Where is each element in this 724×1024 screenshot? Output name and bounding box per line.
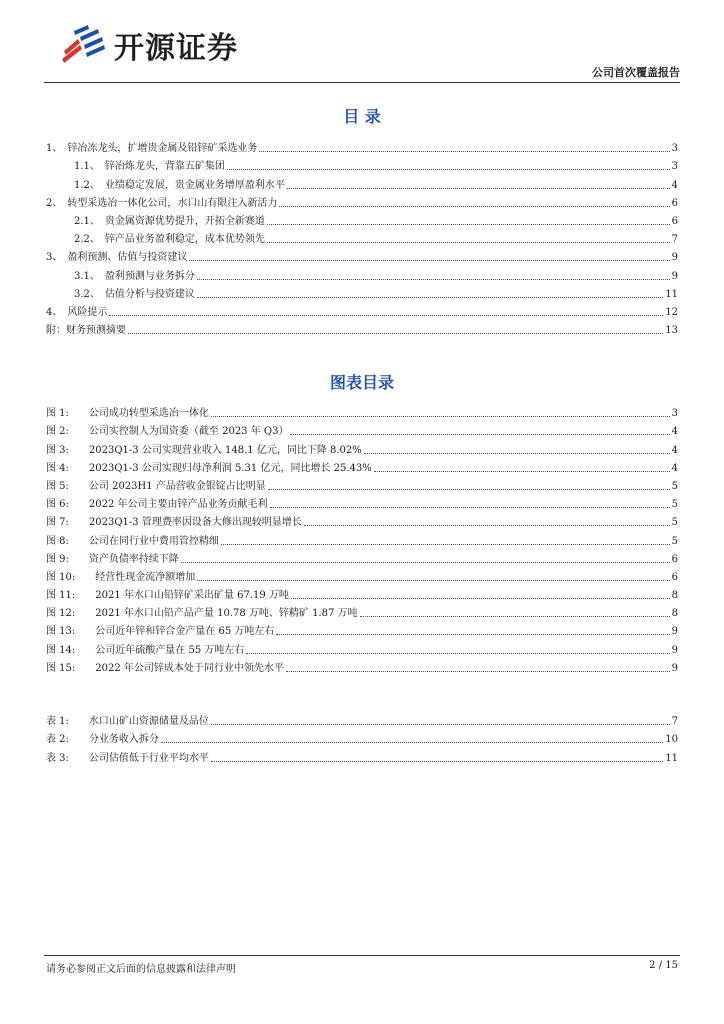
table-entry[interactable] [46, 710, 678, 728]
figure-entry-label: 图 7: 2023Q1-3 管理费率因设备大修出现较明显增长 [46, 517, 302, 529]
toc-entry-label: 2、 转型采选冶一体化公司，水口山有限注入新活力 [46, 197, 278, 209]
figure-entry-page: 5 [671, 535, 678, 547]
toc-entry[interactable] [46, 210, 678, 228]
figure-entry[interactable] [46, 548, 678, 566]
table-entry-page: 10 [665, 734, 678, 746]
toc-entry[interactable] [46, 192, 678, 210]
dot-leader [279, 206, 669, 207]
dot-leader [109, 315, 663, 316]
figure-entry-page: 3 [671, 408, 678, 420]
toc-entry-label: 3、 盈利预测、估值与投资建议 [46, 252, 188, 264]
toc-title: 目 录 [343, 107, 381, 126]
figure-entry-page: 9 [671, 626, 678, 638]
dot-leader [181, 562, 670, 563]
figure-entry[interactable] [46, 657, 678, 675]
table-entry[interactable] [46, 746, 678, 764]
figure-entry-label: 图 10: 经营性现金流净额增加 [46, 571, 196, 583]
toc-entry-label: 1、 锌冶冻龙头，扩增贵金属及铅锌矿采选业务 [46, 143, 258, 155]
toc-entry[interactable] [46, 228, 678, 246]
toc-entry-label: 2.1、 贵金属资源优势提升，开拓全新赛道 [74, 215, 265, 227]
figure-entry-page: 5 [671, 499, 678, 511]
table-entry-label: 表 3: 公司估值低于行业平均水平 [46, 752, 209, 764]
company-logo [58, 22, 238, 68]
toc-entry[interactable] [46, 173, 678, 191]
toc-entry-label: 3.2、 估值分析与投资建议 [74, 288, 195, 300]
dot-leader [364, 453, 670, 454]
figure-entry[interactable] [46, 402, 678, 420]
figure-entry[interactable] [46, 566, 678, 584]
figure-entry[interactable] [46, 438, 678, 456]
figure-entry-page: 6 [671, 553, 678, 565]
table-list [46, 710, 678, 765]
figure-entry-page: 8 [671, 590, 678, 602]
toc-entry[interactable] [46, 246, 678, 264]
figure-entry[interactable] [46, 420, 678, 438]
toc-entry-page: 9 [671, 270, 678, 282]
figure-entry-label: 图 5: 公司 2023H1 产品营收金银锭占比明显 [46, 480, 266, 492]
table-entry-page: 7 [671, 716, 678, 728]
dot-leader [270, 507, 670, 508]
figure-entry-page: 5 [671, 480, 678, 492]
figure-entry[interactable] [46, 511, 678, 529]
toc-entry-label: 1.1、 锌冶炼龙头，背靠五矿集团 [74, 161, 225, 173]
toc-entry-page: 12 [665, 306, 678, 318]
figure-entry-page: 5 [671, 517, 678, 529]
figure-entry-page: 4 [671, 462, 678, 474]
header-divider [44, 82, 680, 83]
dot-leader [227, 169, 670, 170]
footer-disclaimer: 请务必参阅正文后面的信息披露和法律声明 [46, 964, 236, 975]
figure-entry-label: 图 15: 2022 年公司锌成本处于同行业中领先水平 [46, 662, 284, 674]
figure-entry[interactable] [46, 584, 678, 602]
dot-leader [291, 598, 670, 599]
toc-entry-page: 6 [671, 197, 678, 209]
footer-divider [44, 955, 680, 956]
dot-leader [267, 242, 670, 243]
dot-leader [287, 188, 670, 189]
figure-entry[interactable] [46, 493, 678, 511]
figure-entry-label: 图 9: 资产负债率持续下降 [46, 553, 179, 565]
dot-leader [267, 224, 670, 225]
toc-entry[interactable] [46, 301, 678, 319]
toc-entry-page: 3 [671, 161, 678, 173]
figure-entry-page: 4 [671, 426, 678, 438]
toc-entry[interactable] [46, 283, 678, 301]
dot-leader [259, 151, 669, 152]
figure-entry-label: 图 14: 公司近年硫酸产量在 55 万吨左右 [46, 644, 245, 656]
dot-leader [286, 671, 670, 672]
dot-leader [128, 333, 663, 334]
toc-entry-page: 9 [671, 252, 678, 264]
figure-entry[interactable] [46, 457, 678, 475]
toc-entry-label: 2.2、 锌产品业务盈利稳定，成本优势领先 [74, 234, 265, 246]
toc-entry-page: 13 [665, 325, 678, 337]
figure-entry-page: 4 [671, 444, 678, 456]
dot-leader [197, 297, 663, 298]
toc-entry[interactable] [46, 319, 678, 337]
dot-leader [211, 416, 670, 417]
dot-leader [189, 260, 669, 261]
report-type: 公司首次覆盖报告 [592, 66, 680, 79]
toc-list [46, 137, 678, 337]
toc-entry-page: 6 [671, 215, 678, 227]
figure-entry-label: 图 6: 2022 年公司主要由锌产品业务贡献毛利 [46, 499, 268, 511]
toc-entry-label: 3.1、 盈利预测与业务拆分 [74, 270, 195, 282]
dot-leader [268, 489, 670, 490]
dot-leader [276, 634, 669, 635]
figure-entry-label: 图 13: 公司近年锌和锌合金产量在 65 万吨左右 [46, 626, 275, 638]
toc-entry-page: 7 [671, 234, 678, 246]
figure-entry[interactable] [46, 475, 678, 493]
toc-entry-page: 11 [665, 288, 678, 300]
figure-entry[interactable] [46, 620, 678, 638]
table-entry[interactable] [46, 728, 678, 746]
toc-entry[interactable] [46, 137, 678, 155]
figure-entry-label: 图 4: 2023Q1-3 公司实现归母净利润 5.31 亿元，同比增长 25.43% [46, 462, 372, 474]
dot-leader [221, 544, 670, 545]
dot-leader [304, 525, 670, 526]
figure-entry-label: 图 12: 2021 年水口山铅产品产量 10.78 万吨、锌精矿 1.87 万吨 [46, 608, 358, 620]
figure-entry-label: 图 1: 公司成功转型采选冶一体化 [46, 408, 209, 420]
dot-leader [197, 279, 670, 280]
figure-entry[interactable] [46, 602, 678, 620]
logo-mark-icon [58, 23, 108, 67]
figure-entry-label: 图 3: 2023Q1-3 公司实现营业收入 148.1 亿元，同比下降 8.02% [46, 444, 362, 456]
dot-leader [246, 653, 669, 654]
figure-entry-label: 图 11: 2021 年水口山铅锌矿采出矿量 67.19 万吨 [46, 590, 289, 602]
toc-entry[interactable] [46, 264, 678, 282]
dot-leader [197, 580, 669, 581]
figure-entry-label: 图 8: 公司在同行业中费用管控精细 [46, 535, 219, 547]
logo-text: 开源证券 [114, 31, 238, 66]
table-entry-label: 表 2: 分业务收入拆分 [46, 734, 159, 746]
table-entry-page: 11 [665, 752, 678, 764]
toc-entry-label: 4、 风险提示 [46, 306, 108, 318]
figure-list [46, 402, 678, 675]
figure-entry-page: 6 [671, 571, 678, 583]
dot-leader [290, 434, 669, 435]
figure-entry-page: 9 [671, 644, 678, 656]
table-entry-label: 表 1: 水口山矿山资源储量及品位 [46, 716, 209, 728]
figures-title: 图表目录 [329, 373, 394, 392]
figure-entry[interactable] [46, 638, 678, 656]
toc-entry-page: 3 [671, 143, 678, 155]
dot-leader [360, 616, 670, 617]
toc-entry-page: 4 [671, 179, 678, 191]
toc-entry-label: 附：财务预测摘要 [46, 325, 126, 337]
page-number: 2 / 15 [649, 960, 678, 971]
figure-entry-label: 图 2: 公司实控制人为国资委（截至 2023 年 Q3） [46, 426, 289, 438]
figure-entry-page: 9 [671, 662, 678, 674]
figure-entry-page: 8 [671, 608, 678, 620]
figure-entry[interactable] [46, 529, 678, 547]
toc-entry[interactable] [46, 155, 678, 173]
dot-leader [374, 471, 670, 472]
dot-leader [211, 724, 670, 725]
toc-entry-label: 1.2、 业绩稳定发展，贵金属业务增厚盈利水平 [74, 179, 285, 191]
dot-leader [161, 742, 663, 743]
dot-leader [211, 761, 663, 762]
